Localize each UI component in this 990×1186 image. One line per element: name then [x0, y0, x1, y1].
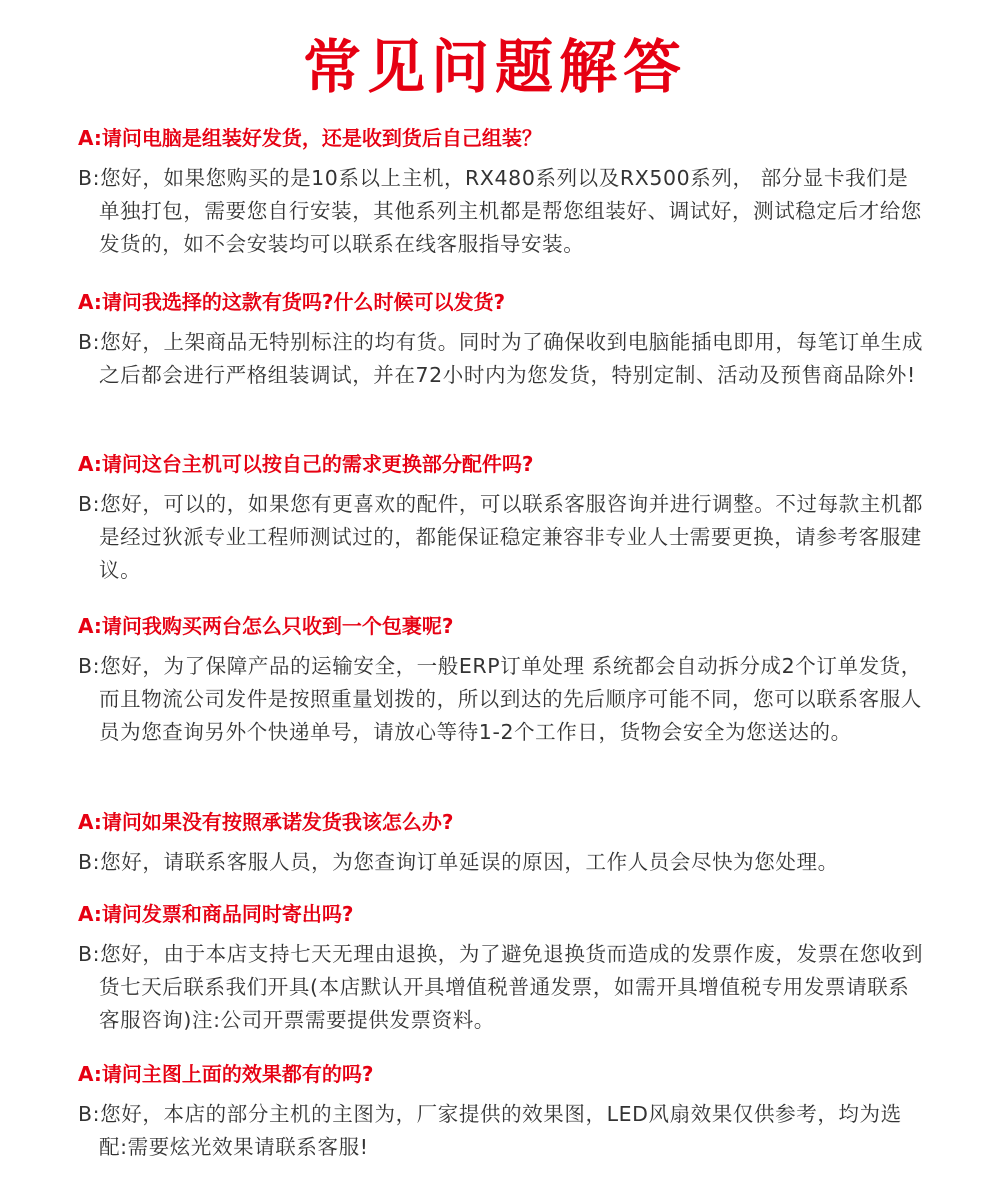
- faq-question: A:请问我选择的这款有货吗?什么时候可以发货?: [78, 290, 506, 314]
- page-title: 常见问题解答: [302, 33, 687, 101]
- faq-question: A:请问电脑是组装好发货，还是收到货后自己组装？: [78, 126, 542, 150]
- faq-question: A:请问这台主机可以按自己的需求更换部分配件吗?: [78, 452, 534, 476]
- faq-answer: B:您好，为了保障产品的运输安全，一般ERP订单处理 系统都会自动拆分成2个订单发货，而且物流公司发件是按照重量划拨的，所以到达的先后顺序可能不同，您可以联系客服人员为您查询另外个快递单号，请放心等待1-2个工作日，货物会安全为您送达的。: [78, 654, 922, 744]
- faq-item: [78, 900, 928, 1037]
- faq-item: [78, 450, 928, 587]
- faq-answer: B:您好，如果您购买的是10系以上主机，RX480系列以及RX500系列， 部分显卡我们是单独打包，需要您自行安装，其他系列主机都是帮您组装好、调试好，测试稳定后才给您发货的，如不会安装均可以联系在线客服指导安装。: [78, 166, 922, 256]
- faq-item: [78, 808, 928, 879]
- faq-item: [78, 288, 928, 392]
- faq-item: [78, 124, 928, 261]
- faq-question: A:请问我购买两台怎么只收到一个包裹呢?: [78, 614, 454, 638]
- faq-answer: B:您好，请联系客服人员，为您查询订单延误的原因，工作人员会尽快为您处理。: [78, 850, 839, 874]
- faq-answer: B:您好，上架商品无特别标注的均有货。同时为了确保收到电脑能插电即用，每笔订单生成之后都会进行严格组装调试，并在72小时内为您发货，特别定制、活动及预售商品除外!: [78, 330, 924, 387]
- faq-answer: B:您好，本店的部分主机的主图为，厂家提供的效果图，LED风扇效果仅供参考，均为选配:需要炫光效果请联系客服!: [78, 1102, 902, 1159]
- faq-answer: B:您好，由于本店支持七天无理由退换，为了避免退换货而造成的发票作废，发票在您收到货七天后联系我们开具(本店默认开具增值税普通发票，如需开具增值税专用发票请联系客服咨询)注:公司开票需要提供发票资料。: [78, 942, 924, 1032]
- faq-item: [78, 1060, 928, 1164]
- faq-item: [78, 612, 928, 749]
- faq-question: A:请问发票和商品同时寄出吗?: [78, 902, 354, 926]
- faq-question: A:请问如果没有按照承诺发货我该怎么办?: [78, 810, 454, 834]
- faq-question: A:请问主图上面的效果都有的吗?: [78, 1062, 374, 1086]
- faq-answer: B:您好，可以的，如果您有更喜欢的配件，可以联系客服咨询并进行调整。不过每款主机都是经过狄派专业工程师测试过的，都能保证稳定兼容非专业人士需要更换，请参考客服建议。: [78, 492, 924, 582]
